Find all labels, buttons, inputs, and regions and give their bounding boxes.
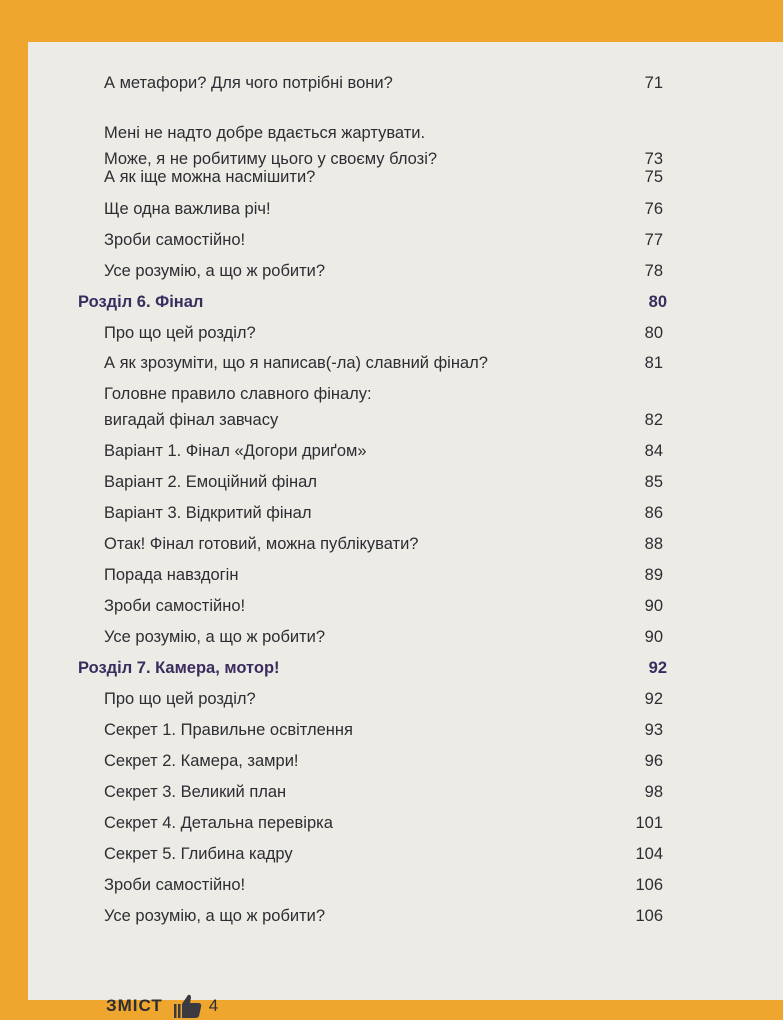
toc-entry-page-number: 86 <box>644 504 663 522</box>
toc-entry-page-number: 77 <box>644 231 663 249</box>
toc-entry-title: А метафори? Для чого потрібні вони? <box>104 74 393 92</box>
toc-entry-title: Секрет 5. Глибина кадру <box>104 845 293 863</box>
toc-entry-page-number: 101 <box>635 814 663 832</box>
toc-entry-page-number: 106 <box>635 907 663 925</box>
toc-entry-title: Розділ 7. Камера, мотор! <box>78 659 280 677</box>
toc-entry-title: Отак! Фінал готовий, можна публікувати? <box>104 535 419 553</box>
toc-entry-page-number: 82 <box>644 411 663 429</box>
toc-entry-title: А як іще можна насмішити? <box>104 168 316 186</box>
toc-entry-title: Секрет 2. Камера, замри! <box>104 752 299 770</box>
toc-entry-page-number: 78 <box>644 262 663 280</box>
toc-entry-page-number: 84 <box>644 442 663 460</box>
toc-entry-title: Секрет 4. Детальна перевірка <box>104 814 333 832</box>
toc-entry-page-number: 106 <box>635 876 663 894</box>
toc-entry-title: Порада навздогін <box>104 566 239 584</box>
toc-entry-page-number: 80 <box>644 324 663 342</box>
toc-entry-title: Зроби самостійно! <box>104 231 246 249</box>
toc-entry-title: Усе розумію, а що ж робити? <box>104 628 326 646</box>
toc-entry-title: Зроби самостійно! <box>104 876 246 894</box>
toc-entry-page-number: 88 <box>644 535 663 553</box>
toc-entry-page-number: 80 <box>648 293 667 311</box>
toc-entry-page-number: 73 <box>644 150 663 168</box>
toc-entry-title: А як зрозуміти, що я написав(-ла) славний фінал? <box>104 354 488 372</box>
toc-entry-title: Усе розумію, а що ж робити? <box>104 907 326 925</box>
toc-entry-page-number: 93 <box>644 721 663 739</box>
toc-entry-page-number: 89 <box>644 566 663 584</box>
toc-entry-title: Варіант 2. Емоційний фінал <box>104 473 317 491</box>
toc-entry-title: Усе розумію, а що ж робити? <box>104 262 326 280</box>
footer-page-number: 4 <box>208 996 219 1015</box>
toc-entry-page-number: 75 <box>644 168 663 186</box>
toc-entry-page-number: 104 <box>635 845 663 863</box>
toc-entry-title: Мені не надто добре вдається жартувати. <box>104 124 426 142</box>
toc-entry-page-number: 98 <box>644 783 663 801</box>
toc-entry-title: Ще одна важлива річ! <box>104 200 271 218</box>
toc-entry-title: Головне правило славного фіналу: <box>104 385 372 403</box>
toc-entry-title-line2: Може, я не робитиму цього у своєму блозі? <box>104 150 438 168</box>
toc-entry-page-number: 76 <box>644 200 663 218</box>
toc-entry-page-number: 92 <box>648 659 667 677</box>
toc-entry-page-number: 81 <box>644 354 663 372</box>
toc-entry-title: Секрет 3. Великий план <box>104 783 287 801</box>
thumbs-up-icon <box>173 993 203 1019</box>
page-footer <box>106 992 218 1020</box>
book-page <box>28 42 783 1015</box>
toc-entry-title: Про що цей розділ? <box>104 324 256 342</box>
toc-entry-title: Зроби самостійно! <box>104 597 246 615</box>
toc-entry-title: Про що цей розділ? <box>104 690 256 708</box>
toc-entry-page-number: 85 <box>644 473 663 491</box>
toc-entry-page-number: 90 <box>644 628 663 646</box>
toc-entry-page-number: 90 <box>644 597 663 615</box>
toc-entry-page-number: 71 <box>644 74 663 92</box>
footer-label: ЗМІСТ <box>106 996 163 1015</box>
toc-entry-title: Секрет 1. Правильне освітлення <box>104 721 353 739</box>
toc-entry-title-line2: вигадай фінал завчасу <box>104 411 279 429</box>
toc-entry-title: Розділ 6. Фінал <box>78 293 204 311</box>
toc-entry-page-number: 92 <box>644 690 663 708</box>
toc-entry-page-number: 96 <box>644 752 663 770</box>
toc-entry-title: Варіант 3. Відкритий фінал <box>104 504 312 522</box>
toc-entry-title: Варіант 1. Фінал «Догори дриґом» <box>104 442 367 460</box>
